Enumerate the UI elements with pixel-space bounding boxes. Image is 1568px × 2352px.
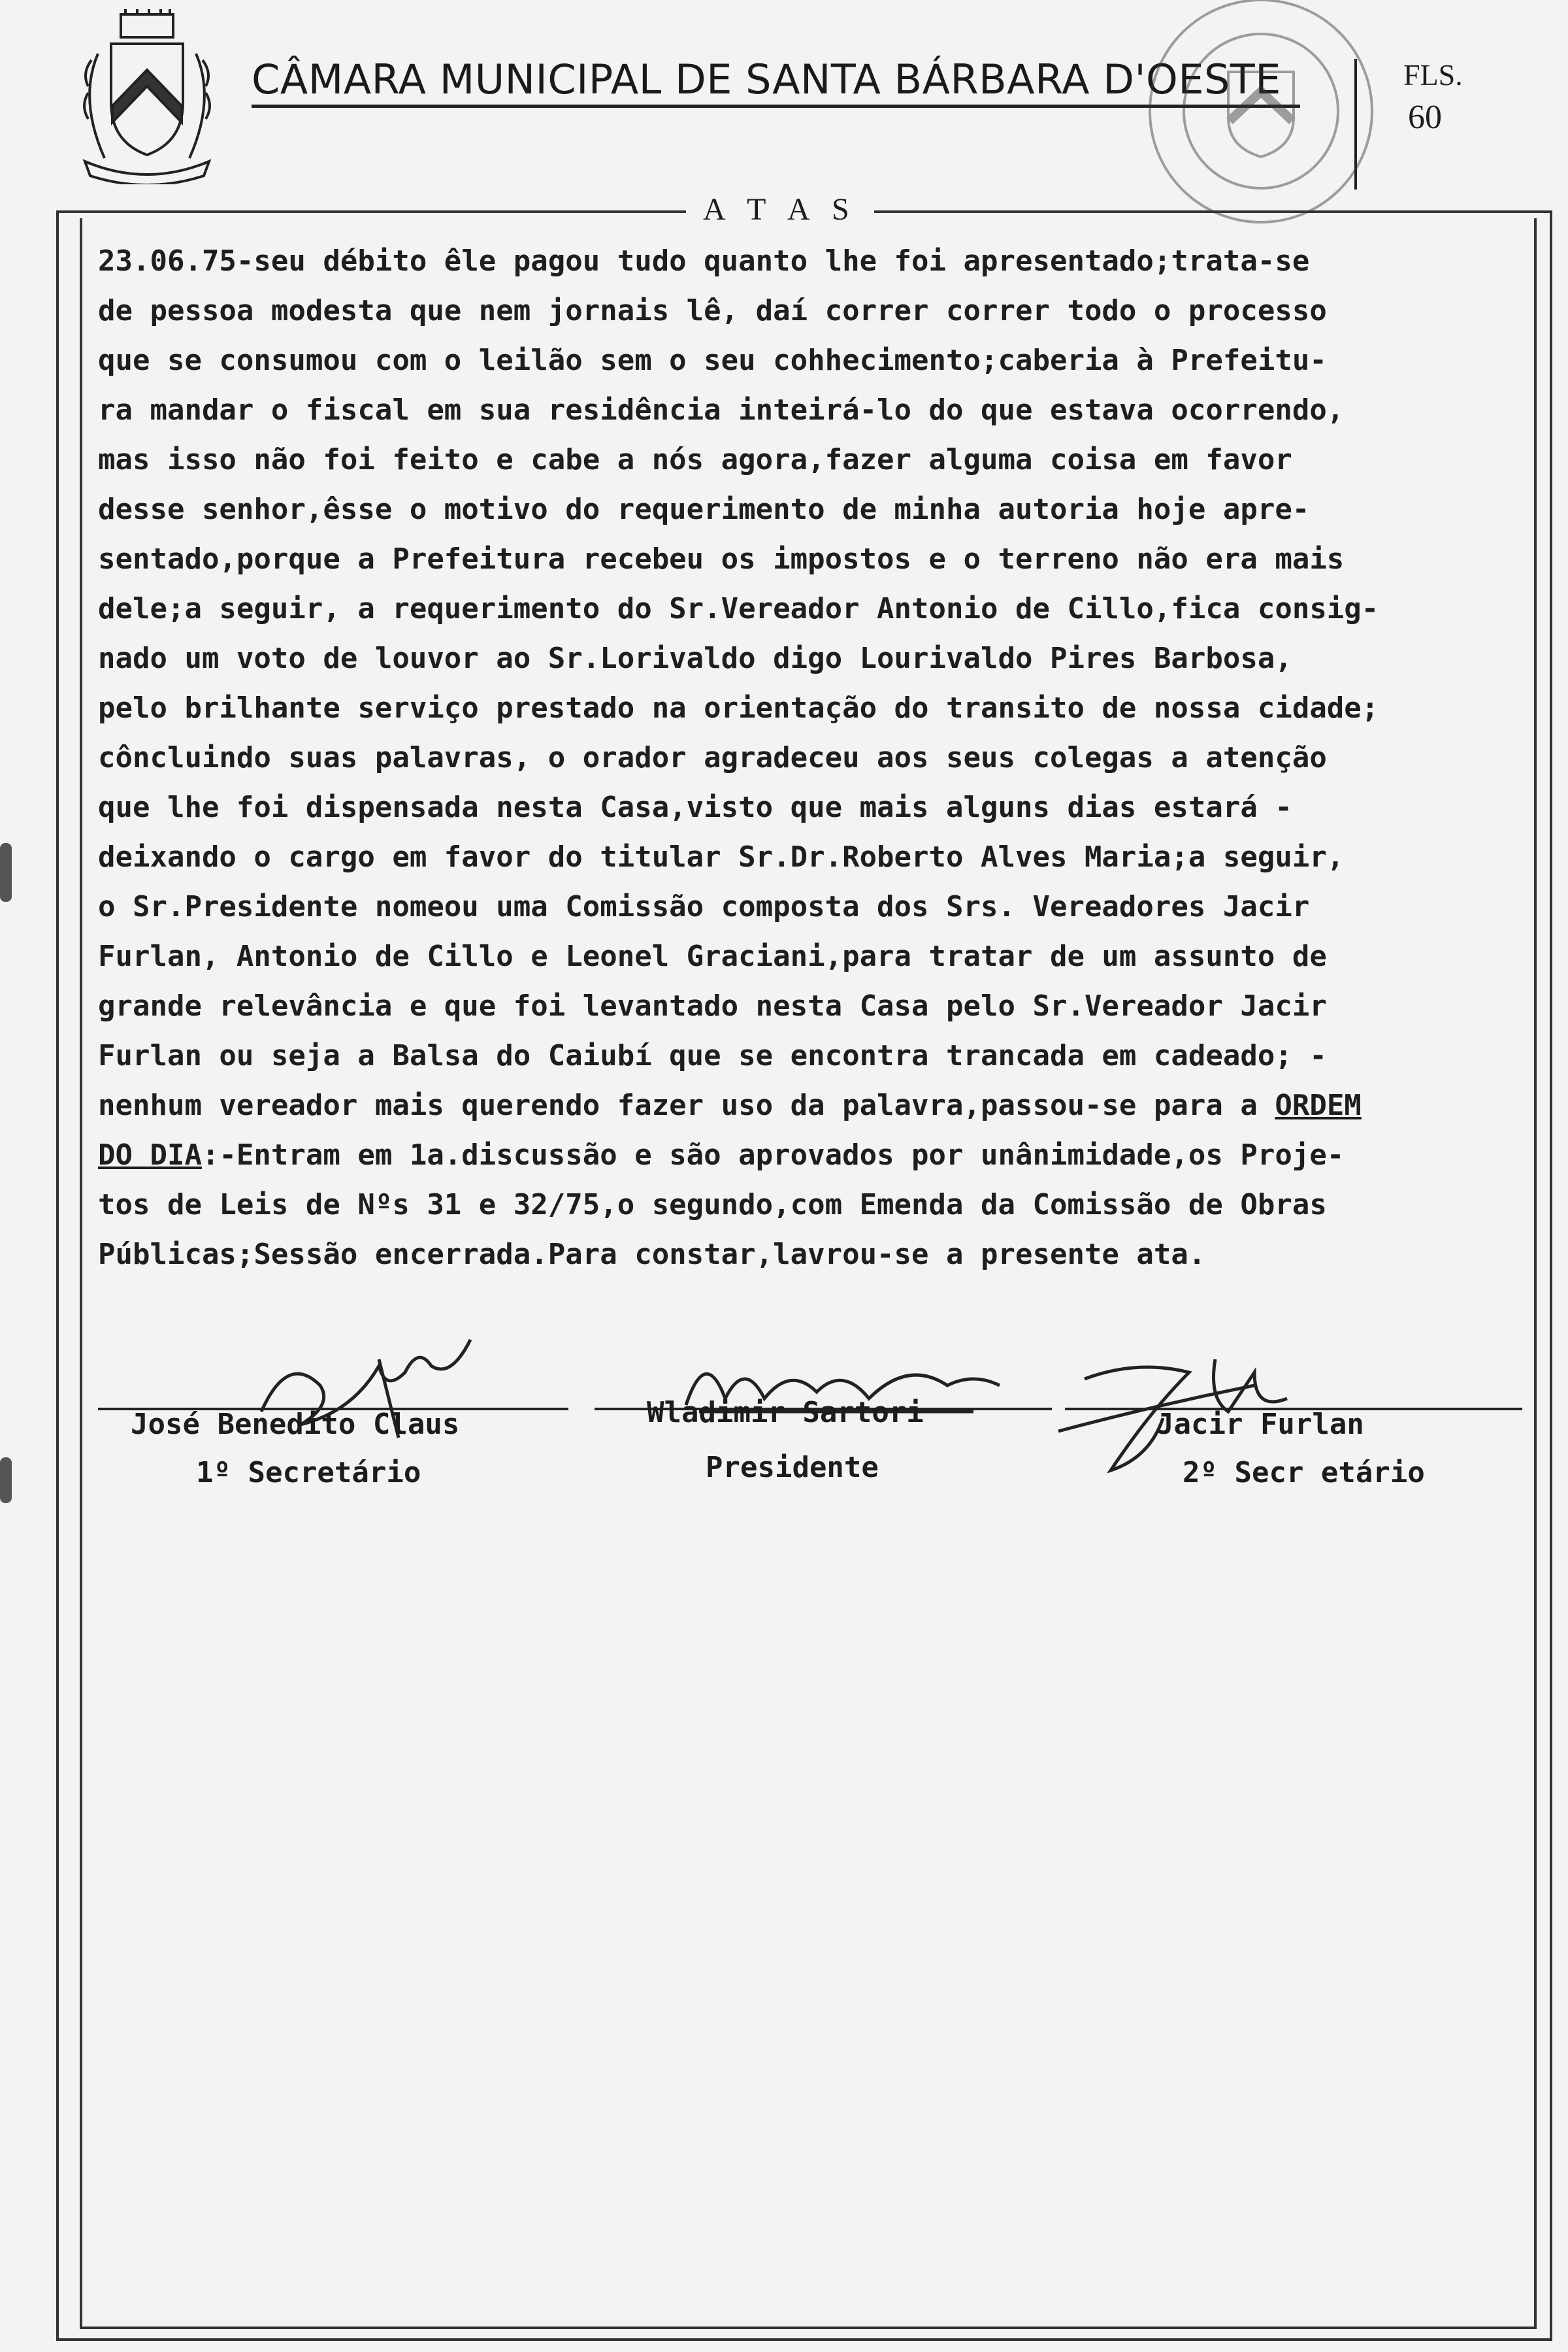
- minutes-line: que lhe foi dispensada nesta Casa,visto que mais alguns dias estará -: [98, 791, 1292, 824]
- minutes-line: nado um voto de louvor ao Sr.Lorivaldo digo Lourivaldo Pires Barbosa,: [98, 642, 1292, 675]
- minutes-line: deixando o cargo em favor do titular Sr.Dr.Roberto Alves Maria;a seguir,: [98, 840, 1345, 874]
- signatory-role: 1º Secretário: [196, 1456, 421, 1489]
- minutes-line: côncluindo suas palavras, o orador agradeceu aos seus colegas a atenção: [98, 741, 1327, 774]
- folio-number: 60: [1408, 99, 1442, 136]
- signature-block: [98, 1346, 1522, 1542]
- minutes-line: sentado,porque a Prefeitura recebeu os impostos e o terreno não era mais: [98, 542, 1345, 576]
- minutes-line: Furlan, Antonio de Cillo e Leonel Graciani,para tratar de um assunto de: [98, 940, 1327, 973]
- underlined-do-dia: DO DIA: [98, 1138, 202, 1172]
- margin-mark: [0, 843, 12, 902]
- section-label: A T A S: [686, 191, 874, 227]
- minutes-line: [98, 1081, 1522, 1131]
- signatory-role: 2º Secr etário: [1183, 1456, 1425, 1489]
- minutes-line: grande relevância e que foi levantado nesta Casa pelo Sr.Vereador Jacir: [98, 989, 1327, 1023]
- signatory-name: Wladimir Sartori: [647, 1396, 924, 1429]
- minutes-line: desse senhor,êsse o motivo do requerimento de minha autoria hoje apre-: [98, 493, 1310, 526]
- minutes-line: dele;a seguir, a requerimento do Sr.Vereador Antonio de Cillo,fica consig-: [98, 592, 1379, 625]
- minutes-line-text: nenhum vereador mais querendo fazer uso da palavra,passou-se para a: [98, 1089, 1275, 1122]
- minutes-line: pelo brilhante serviço prestado na orientação do transito de nossa cidade;: [98, 691, 1379, 725]
- minutes-line: de pessoa modesta que nem jornais lê, daí correr correr todo o processo: [98, 294, 1327, 327]
- folio-label: FLS.: [1403, 58, 1463, 91]
- minutes-line: 23.06.75-seu débito êle pagou tudo quanto lhe foi apresentado;trata-se: [98, 244, 1310, 278]
- signatory-name: José Benedito Claus: [131, 1408, 460, 1441]
- institution-title: CÂMARA MUNICIPAL DE SANTA BÁRBARA D'OESTE: [252, 56, 1281, 103]
- minutes-line: mas isso não foi feito e cabe a nós agora,fazer alguma coisa em favor: [98, 443, 1292, 476]
- minutes-line: que se consumou com o leilão sem o seu cohhecimento;caberia à Prefeitu-: [98, 344, 1327, 377]
- minutes-line: Furlan ou seja a Balsa do Caiubí que se encontra trancada em cadeado; -: [98, 1039, 1327, 1072]
- coat-of-arms-icon: [72, 8, 222, 184]
- minutes-line: o Sr.Presidente nomeou uma Comissão composta dos Srs. Vereadores Jacir: [98, 890, 1310, 923]
- underlined-ordem: ORDEM: [1275, 1089, 1362, 1122]
- minutes-line: Públicas;Sessão encerrada.Para constar,lavrou-se a presente ata.: [98, 1238, 1206, 1271]
- minutes-line: ra mandar o fiscal em sua residência inteirá-lo do que estava ocorrendo,: [98, 393, 1345, 427]
- minutes-line: [98, 1131, 1522, 1180]
- signatory-name: Jacir Furlan: [1156, 1408, 1364, 1441]
- minutes-body: [98, 237, 1522, 1280]
- signatory-role: Presidente: [706, 1451, 879, 1484]
- minutes-line: tos de Leis de Nºs 31 e 32/75,o segundo,com Emenda da Comissão de Obras: [98, 1188, 1327, 1221]
- margin-mark: [0, 1457, 12, 1503]
- minutes-line-text: :-Entram em 1a.discussão e são aprovados por unânimidade,os Proje-: [201, 1138, 1345, 1172]
